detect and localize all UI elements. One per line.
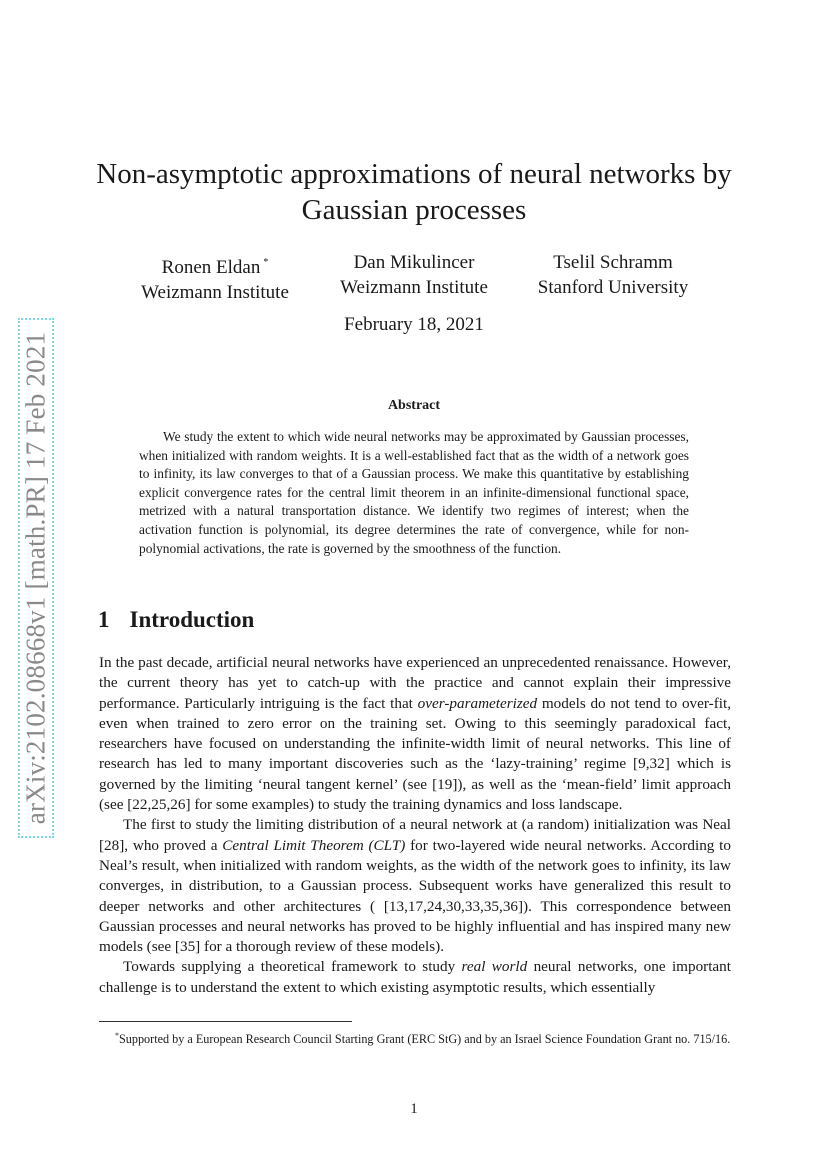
footnote-text: Supported by a European Research Council Starting Grant (ERC StG) and by an Israel Science Foundation Grant no. 715/16. xyxy=(119,1032,731,1046)
paragraph-text: neural networks, one important challenge is to understand the extent to which existing asymptotic results, which essentially xyxy=(99,958,731,996)
paragraph-text: models do not tend to over-fit, even when trained to zero error on the training set. Owing to this seemingly paradoxical fact, researchers have focused on understanding the infinite-width limit of neural networks. This line of research has led to many important discoveries such as the ‘lazy-training’ regime [9,32] which is governed by the limiting ‘neural tangent kernel’ (see [19]), as well as the ‘mean-field’ limit approach (see [22,25,26] for some examples) to study the training dynamics and loss landscape. xyxy=(99,694,731,814)
abstract-text: We study the extent to which wide neural networks may be approximated by Gaussian processes, when initialized with random weights. It is a well-established fact that as the width of a network goes to infinity, its law converges to that of a Gaussian process. We make this quantitative by establishing explicit convergence rates for the central limit theorem in an infinite-dimensional functional space, metrized with a natural transportation distance. We identify two regimes of interest; when the activation function is polynomial, its degree determines the rate of convergence, while for non-polynomial activations, the rate is governed by the smoothness of the function. xyxy=(139,429,689,556)
body-text xyxy=(99,653,731,998)
emphasis-text: Central Limit Theorem (CLT) xyxy=(222,836,406,854)
author-affiliation: Weizmann Institute xyxy=(340,277,488,298)
author-name: Tselil Schramm xyxy=(553,252,673,273)
author-name: Ronen Eldan xyxy=(161,257,261,278)
paragraph-text: In the past decade, artificial neural networks have experienced an unprecedented renaissance. However, the current theory has yet to catch-up with the practice and cannot explain their impressive performance. Particularly intriguing is the fact that xyxy=(99,654,731,712)
section-heading xyxy=(98,607,254,633)
page-number: 1 xyxy=(410,1101,418,1117)
paragraph xyxy=(99,653,731,815)
section-title: Introduction xyxy=(129,607,255,632)
emphasis-text: real world xyxy=(461,958,528,976)
paragraph-text: for two-layered wide neural networks. According to Neal’s result, when initialized with random weights, as the width of the network goes to infinity, its law converges, in distribution, to a Gaussian process. Subsequent works have generalized this result to deeper networks and other architectures ( [13,17,24,30,33,35,36]). This correspondence between Gaussian processes and neural networks has proved to be highly influential and has inspired many new models (see [35] for a thorough review of these models). xyxy=(99,836,731,956)
arxiv-id: arXiv:2102.08668v1 [math.PR] 17 Feb 2021 xyxy=(20,331,51,825)
author-block-1 xyxy=(120,250,310,305)
author-block-2 xyxy=(320,250,508,300)
paragraph xyxy=(99,815,731,957)
paragraph-text: The first to study the limiting distribution of a neural network at (a random) initialization was Neal [28], who proved a xyxy=(99,816,731,854)
author-affiliation: Weizmann Institute xyxy=(141,282,289,303)
footnote-divider xyxy=(99,1021,352,1022)
paragraph xyxy=(99,957,731,998)
title-line-2: Gaussian processes xyxy=(301,194,527,226)
paragraph-text: Towards supplying a theoretical framework to study xyxy=(123,958,462,976)
author-block-3 xyxy=(518,250,708,300)
emphasis-text: over-parameterized xyxy=(417,694,538,712)
paper-title xyxy=(80,156,748,228)
author-name: Dan Mikulincer xyxy=(353,252,475,273)
publication-date: February 18, 2021 xyxy=(344,314,484,335)
author-footnote-marker[interactable]: * xyxy=(263,257,269,268)
footnote xyxy=(99,1027,731,1049)
author-affiliation: Stanford University xyxy=(537,277,689,298)
section-number: 1 xyxy=(98,607,110,632)
footnote-marker: * xyxy=(115,1031,119,1040)
title-line-1: Non-asymptotic approximations of neural networks by xyxy=(96,158,732,190)
abstract-heading: Abstract xyxy=(387,398,441,413)
arxiv-identifier-stamp xyxy=(18,318,54,838)
